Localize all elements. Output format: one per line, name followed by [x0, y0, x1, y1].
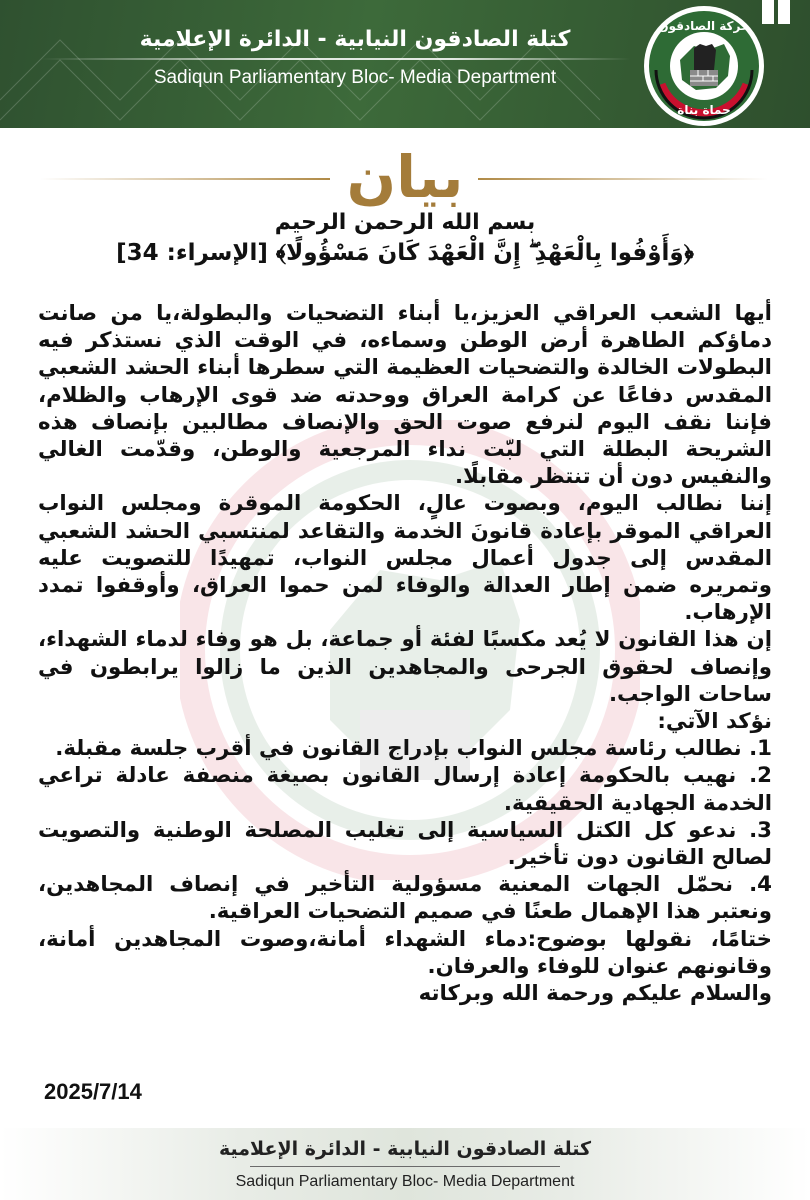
list-item: 4. نحمّل الجهات المعنية مسؤولية التأخير في إنصاف المجاهدين، ونعتبر هذا الإهمال طعنًا في صميم التضحيات العراقية. — [38, 872, 772, 925]
header-title-english: Sadiqun Parliamentary Bloc- Media Department — [153, 67, 557, 88]
quran-verse: ﴿وَأَوْفُوا بِالْعَهْدِ ۖ إِنَّ الْعَهْدَ كَانَ مَسْؤُولًا﴾ [الإسراء: 34] — [116, 240, 694, 266]
title-rule — [478, 178, 768, 180]
logo-bottom-text: حماة بناة — [677, 103, 731, 117]
header-divider — [40, 58, 630, 60]
header-title-arabic: كتلة الصادقون النيابية - الدائرة الإعلامية — [139, 26, 571, 52]
logo-top-text: حركة الصادقون — [658, 19, 750, 33]
statement-date: 2025/7/14 — [44, 1079, 142, 1104]
statement-title-row — [0, 140, 810, 214]
footer — [0, 1128, 810, 1200]
basmala: بسم الله الرحمن الرحيم — [274, 210, 536, 235]
paragraph: إننا نطالب اليوم، وبصوت عالٍ، الحكومة الموقرة ومجلس النواب العراقي الموقر بإعادة قانونَ الخدمة والتقاعد لمنتسبي الحشد الشعبي المقدس إلى جدول أعمال مجلس النواب، تمهيدًا للتصويت عليه وتمريره ضمن إطار العدالة والوفاء لمن حموا العراق، وأوقفوا تمدد الإرهاب. — [38, 491, 772, 626]
paragraph: أيها الشعب العراقي العزيز،يا أبناء التضحيات والبطولة،يا من صانت دماؤكم الطاهرة أرض الوطن وسماءه، في الوقت الذي نستذكر فيه البطولات الخالدة والتضحيات العظيمة التي سطرها أبناء الحشد الشعبي المقدس دفاعًا عن كرامة العراق ووحدته ضد قوى الإرهاب والظلام، فإننا نقف اليوم لنرفع صوت الحق والإنصاف مطالبين بإنصاف هذه الشريحة البطلة التي لبّت نداء المرجعية والوطن، وقدّمت الغالي والنفيس دون أن تنتظر مقابلًا. — [38, 301, 772, 490]
corner-mark — [778, 0, 790, 24]
closing-paragraph: ختامًا، نقولها بوضوح:دماء الشهداء أمانة،وصوت المجاهدين أمانة، وقانونهم عنوان للوفاء والعرفان. — [38, 926, 772, 979]
footer-title-arabic: كتلة الصادقون النيابية - الدائرة الإعلامية — [219, 1138, 591, 1160]
statement-title: بيان — [346, 143, 464, 211]
footer-divider — [250, 1166, 560, 1167]
list-item: 3. ندعو كل الكتل السياسية إلى تغليب المصلحة الوطنية والتصويت لصالح القانون دون تأخير. — [38, 817, 772, 871]
paragraph: إن هذا القانون لا يُعد مكسبًا لفئة أو جماعة، بل هو وفاء لدماء الشهداء، وإنصاف لحقوق الجرحى والمجاهدين الذين ما زالوا يرابطون في ساحات الواجب. — [38, 627, 772, 707]
salutation: والسلام عليكم ورحمة الله وبركاته — [418, 981, 772, 1007]
fist-on-iraq-map-emblem-icon — [642, 4, 766, 128]
title-rule — [40, 178, 330, 180]
list-item: 1. نطالب رئاسة مجلس النواب بإدراج القانون في أقرب جلسة مقبلة. — [55, 736, 772, 762]
list-item: 2. نهيب بالحكومة إعادة إرسال القانون بصيغة منصفة عادلة تراعي الخدمة الجهادية الحقيقية. — [38, 763, 772, 816]
list-intro: نؤكد الآتي: — [657, 709, 772, 735]
footer-title-english: Sadiqun Parliamentary Bloc- Media Department — [235, 1173, 575, 1190]
statement-body — [38, 300, 772, 1080]
